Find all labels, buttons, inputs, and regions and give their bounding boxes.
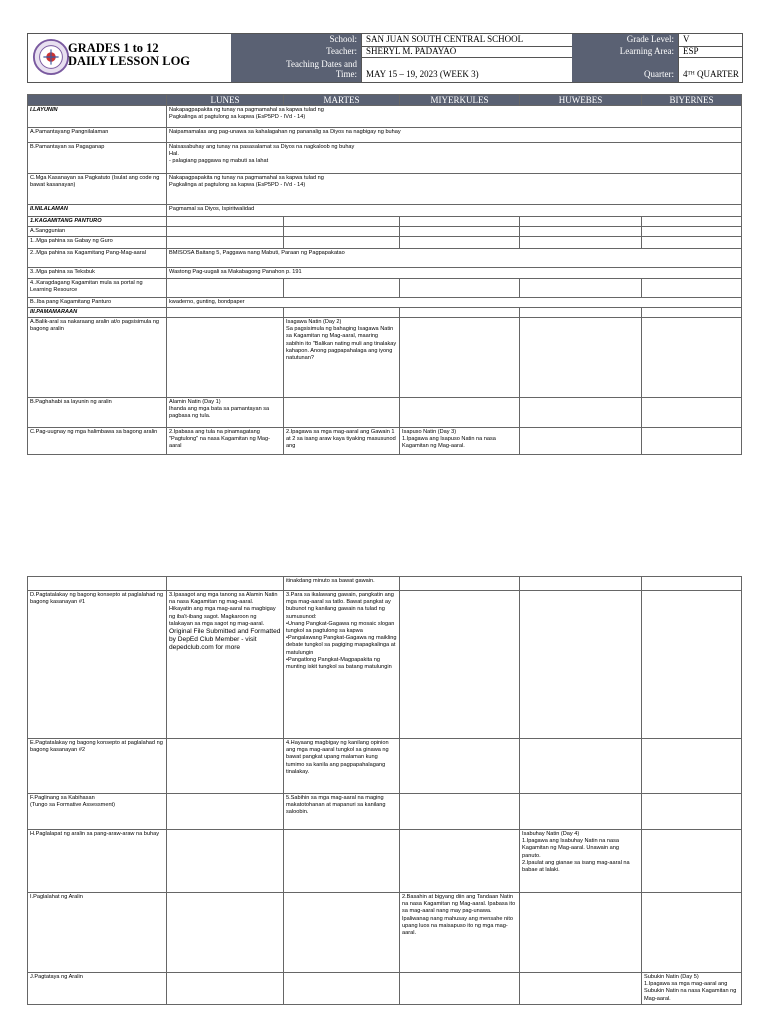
day-header-row (28, 95, 742, 106)
day-cell-huwebes (520, 428, 642, 455)
dates-value: MAY 15 – 19, 2023 (WEEK 3) (361, 57, 572, 82)
day-cell-lunes (167, 577, 284, 591)
day-cell-martes: 5.Sabihin sa mga mag-aaral na maging makatotohanan at mapanuri sa kanilang saloobin. (284, 794, 400, 830)
teacher-value: SHERYL M. PADAYAO (361, 46, 572, 57)
dates-label-line1: Teaching Dates and (286, 59, 357, 69)
day-cell-lunes (167, 307, 284, 317)
day-cell-biyernes (642, 318, 742, 398)
day-cell-miyerkules (400, 278, 520, 297)
day-cell-biyernes: Subukin Natin (Day 5) 1.Ipagawa sa mga mag-aaral ang Subukin Natin na nasa Kagamitan ng Mag-aaral. (642, 973, 742, 1005)
table-row (28, 106, 742, 128)
day-header-lunes: LUNES (167, 95, 284, 106)
day-cell-huwebes (520, 577, 642, 591)
header-block (27, 33, 743, 83)
day-cell-huwebes (520, 217, 642, 227)
day-cell-biyernes (642, 227, 742, 237)
row-content-span: Wastong Pag-uugali sa Makabagong Panahon p. 191 (167, 268, 742, 278)
deped-seal-icon (32, 37, 70, 77)
day-cell-martes: itinakdang minuto sa bawat gawain. (284, 577, 400, 591)
day-cell-huwebes (520, 794, 642, 830)
row-content-span: Nakapagpapakita ng tunay na pagmamahal sa kapwa tulad ng Pagkalinga at pagtulong sa kapwa (EsP5PD - IVd - 14) (167, 174, 742, 205)
day-cell-martes (284, 278, 400, 297)
row-content-span: Nakapagpapakita ng tunay na pagmamahal sa kapwa tulad ng Pagkalinga at pagtulong sa kapwa (EsP5PD - IVd - 14) (167, 106, 742, 128)
day-cell-biyernes (642, 577, 742, 591)
table-row (28, 830, 742, 893)
day-cell-lunes (167, 973, 284, 1005)
day-cell-biyernes (642, 307, 742, 317)
day-cell-lunes: 3.Ipasagot ang mga tanong sa Alamin Natin na nasa Kagamitan ng mag-aaral. Hikayatin ang mga mag-aaral na magbigay ng iba't-ibang sagot. Magkaroon ng talakayan sa mga sagot ng mag-aaral. Original File Submitted and Formatted by DepEd Club Member - visit depedclub.com for more (167, 591, 284, 739)
day-cell-martes: 2.Ipagawa sa mga mag-aaral ang Gawain 1 at 2 sa isang araw kaya tiyaking masusunod ang (284, 428, 400, 455)
title-line-2: DAILY LESSON LOG (68, 54, 191, 68)
day-cell-biyernes (642, 278, 742, 297)
row-label: C.Pag-uugnay ng mga halimbawa sa bagong aralin (28, 428, 167, 455)
row-label: 1.KAGAMITANG PANTURO (28, 217, 167, 227)
school-value: SAN JUAN SOUTH CENTRAL SCHOOL (361, 34, 572, 46)
table-row (28, 268, 742, 278)
day-cell-miyerkules (400, 830, 520, 893)
table-row (28, 318, 742, 398)
teacher-label: Teacher: (231, 46, 361, 57)
row-label: 4..Karagdagang Kagamitan mula sa portal ng Learning Resource (28, 278, 167, 297)
dates-label (231, 57, 361, 82)
row-content-span: Naisasabuhay ang tunay na pasasalamat sa Diyos na nagkaloob ng buhay Hal. - palagiang paggawa ng mabuti sa lahat (167, 143, 742, 174)
day-cell-martes (284, 893, 400, 973)
day-cell-huwebes (520, 893, 642, 973)
row-label: D.Pagtatalakay ng bagong konsepto at paglalahad ng bagong kasanayan #1 (28, 591, 167, 739)
day-cell-martes (284, 398, 400, 428)
day-cell-huwebes (520, 278, 642, 297)
row-label: 2..Mga pahina sa Kagamitang Pang-Mag-aaral (28, 249, 167, 268)
table-row (28, 577, 742, 591)
day-cell-lunes (167, 893, 284, 973)
day-cell-martes (284, 973, 400, 1005)
row-content-span: Naipamamalas ang pag-unawa sa kahalagahan ng pananalig sa Diyos na nagbigay ng buhay (167, 128, 742, 143)
title-line-1: GRADES 1 to 12 (68, 41, 159, 55)
day-header-blank (28, 95, 167, 106)
row-label: B..Iba pang Kagamitang Panturo (28, 297, 167, 307)
day-cell-lunes (167, 237, 284, 249)
day-cell-miyerkules (400, 227, 520, 237)
row-label: B.Pamantayan sa Pagaganap (28, 143, 167, 174)
day-cell-lunes (167, 227, 284, 237)
day-cell-huwebes: Isabuhay Natin (Day 4) 1.Ipagawa ang Isabuhay Natin na nasa Kagamitan ng Mag-aaral. Unawain ang panuto. 2.Ipaulat ang gianae sa isang mag-aaral na babae at lalaki. (520, 830, 642, 893)
grade-label: Grade Level: (572, 34, 678, 46)
day-cell-biyernes (642, 428, 742, 455)
table-row (28, 128, 742, 143)
table-row (28, 174, 742, 205)
day-cell-martes (284, 307, 400, 317)
day-header-miyerkules: MIYERKULES (400, 95, 520, 106)
day-cell-miyerkules (400, 398, 520, 428)
table-row (28, 278, 742, 297)
grade-value: V (678, 34, 742, 46)
day-cell-martes: Isagawa Natin (Day 2) Sa pagsisimula ng bahaging Isagawa Natin sa Kagamitan ng Mag-aaral, maaring sabihin ito "Balikan nating muli ang tinalakay kahapon. Anong pagpapahalaga ang iyong natutunan? (284, 318, 400, 398)
day-header-martes: MARTES (284, 95, 400, 106)
day-cell-huwebes (520, 973, 642, 1005)
row-label: A.Pamantayang Pangnilalaman (28, 128, 167, 143)
day-cell-miyerkules (400, 794, 520, 830)
logo-cell (28, 34, 232, 82)
day-cell-lunes (167, 318, 284, 398)
day-cell-martes (284, 830, 400, 893)
day-cell-huwebes (520, 227, 642, 237)
day-cell-lunes: Alamin Natin (Day 1) Ihanda ang mga bata sa pamantayan sa pagbasa ng tula. (167, 398, 284, 428)
row-label: II.NILALAMAN (28, 205, 167, 217)
table-row (28, 227, 742, 237)
row-label: 1..Mga pahina sa Gabay ng Guro (28, 237, 167, 249)
day-cell-miyerkules (400, 739, 520, 794)
day-cell-miyerkules (400, 307, 520, 317)
table-row (28, 428, 742, 455)
row-label: E.Pagtatalakay ng bagong konsepto at paglalahad ng bagong kasanayan #2 (28, 739, 167, 794)
row-label: B.Paghahabi sa layunin ng aralin (28, 398, 167, 428)
table-row (28, 249, 742, 268)
day-cell-lunes (167, 830, 284, 893)
day-cell-huwebes (520, 307, 642, 317)
row-label: I.LAYUNIN (28, 106, 167, 128)
day-cell-miyerkules (400, 217, 520, 227)
row-label: III.PAMAMARAAN (28, 307, 167, 317)
lesson-log-table-page1 (27, 94, 742, 455)
area-label: Learning Area: (572, 46, 678, 57)
row-label: F.Paglinang sa Kabihasan (Tungo sa Formative Assessment) (28, 794, 167, 830)
day-cell-huwebes (520, 398, 642, 428)
day-cell-biyernes (642, 591, 742, 739)
area-value: ESP (678, 46, 742, 57)
day-cell-miyerkules: 2.Basahin at bigyang diin ang Tandaan Natin na nasa Kagamitan ng Mag-aaral. Ipabasa ito sa mag-aaral nang may pag-unawa. Ipaliwanag nang mahusay ang mensahe nito upang luos na maisapuso ito ng mga mag-aaral. (400, 893, 520, 973)
day-cell-lunes (167, 739, 284, 794)
row-content-span: BMISOSA Baitang 5, Paggawa nang Mabuti, Paraan ng Pagpapakatao (167, 249, 742, 268)
table-row (28, 794, 742, 830)
lesson-log-table-page2 (27, 576, 742, 1005)
table-row (28, 143, 742, 174)
day-cell-lunes (167, 794, 284, 830)
day-cell-lunes: 2.Ipabasa ang tula na pinamagatang "Pagtulong" na nasa Kagamitan ng Mag-aaral (167, 428, 284, 455)
day-cell-miyerkules (400, 577, 520, 591)
day-cell-huwebes (520, 591, 642, 739)
day-cell-biyernes (642, 794, 742, 830)
day-cell-martes: 3.Para sa ikalawang gawain, pangkatin ang mga mag-aaral sa tatlo. Bawat pangkat ay bubunot ng kanilang gawain na tulad ng sumusunod: •Unang Pangkat-Gagawa ng mosaic slogan tungkol sa pagtulong sa kapwa •Pangalawang Pangkat-Gagawa ng maikling debate tungkol sa pagiging mapagkalinga at matulungin •Pangatlong Pangkat-Magpapakita ng munting iskit tungkol sa batang matulungin (284, 591, 400, 739)
watermark-note: Original File Submitted and Formatted by DepEd Club Member - visit depedclub.com for more (169, 628, 281, 652)
row-label: C.Mga Kasanayan sa Pagkatuto (Isulat ang code ng bawat kasanayan) (28, 174, 167, 205)
quarter-value: 4ᵀᴴ QUARTER (678, 57, 742, 82)
day-cell-martes (284, 227, 400, 237)
day-cell-miyerkules (400, 237, 520, 249)
quarter-label: Quarter: (572, 57, 678, 82)
day-cell-miyerkules (400, 591, 520, 739)
table-row (28, 307, 742, 317)
dates-label-line2: Time: (335, 69, 357, 79)
school-label: School: (231, 34, 361, 46)
day-cell-huwebes (520, 237, 642, 249)
day-cell-biyernes (642, 893, 742, 973)
row-label: A.Sanggunian (28, 227, 167, 237)
day-cell-biyernes (642, 398, 742, 428)
day-header-biyernes: BIYERNES (642, 95, 742, 106)
row-label (28, 577, 167, 591)
table-row (28, 398, 742, 428)
table-row (28, 297, 742, 307)
row-content-span: Pagmamal sa Diyos, Ispiritwalidad (167, 205, 742, 217)
day-cell-biyernes (642, 237, 742, 249)
day-cell-martes (284, 217, 400, 227)
row-label: A.Balik-aral sa nakaraang aralin at/o pagsisimula ng bagong aralin (28, 318, 167, 398)
day-header-huwebes: HUWEBES (520, 95, 642, 106)
table-row (28, 739, 742, 794)
header-row-dates (231, 57, 742, 82)
table-row (28, 591, 742, 739)
day-cell-martes (284, 237, 400, 249)
row-label: I.Paglalahat ng Aralin (28, 893, 167, 973)
day-cell-huwebes (520, 739, 642, 794)
day-cell-miyerkules (400, 318, 520, 398)
row-content-span: kwaderno, gunting, bondpaper (167, 297, 742, 307)
table-row (28, 893, 742, 973)
day-cell-miyerkules: Isapuso Natin (Day 3) 1.Ipagawa ang Isapuso Natin na nasa Kagamitan ng Mag-aaral. (400, 428, 520, 455)
table-row (28, 237, 742, 249)
day-cell-lunes (167, 278, 284, 297)
day-cell-biyernes (642, 217, 742, 227)
day-cell-biyernes (642, 739, 742, 794)
day-cell-martes: 4.Hayaang magbigay ng kanilang opinion ang mga mag-aaral tungkol sa ginawa ng bawat pangkat upang malaman kung tumimo sa kanila ang pagpapahalagang tinalakay. (284, 739, 400, 794)
table-row (28, 973, 742, 1005)
row-label: H.Paglalapat ng aralin sa pang-araw-araw na buhay (28, 830, 167, 893)
row-label: 3..Mga pahina sa Teksbuk (28, 268, 167, 278)
row-label: J.Pagtataya ng Aralin (28, 973, 167, 1005)
table-row (28, 217, 742, 227)
table-row (28, 205, 742, 217)
day-cell-huwebes (520, 318, 642, 398)
day-cell-miyerkules (400, 973, 520, 1005)
day-cell-biyernes (642, 830, 742, 893)
day-cell-lunes (167, 217, 284, 227)
